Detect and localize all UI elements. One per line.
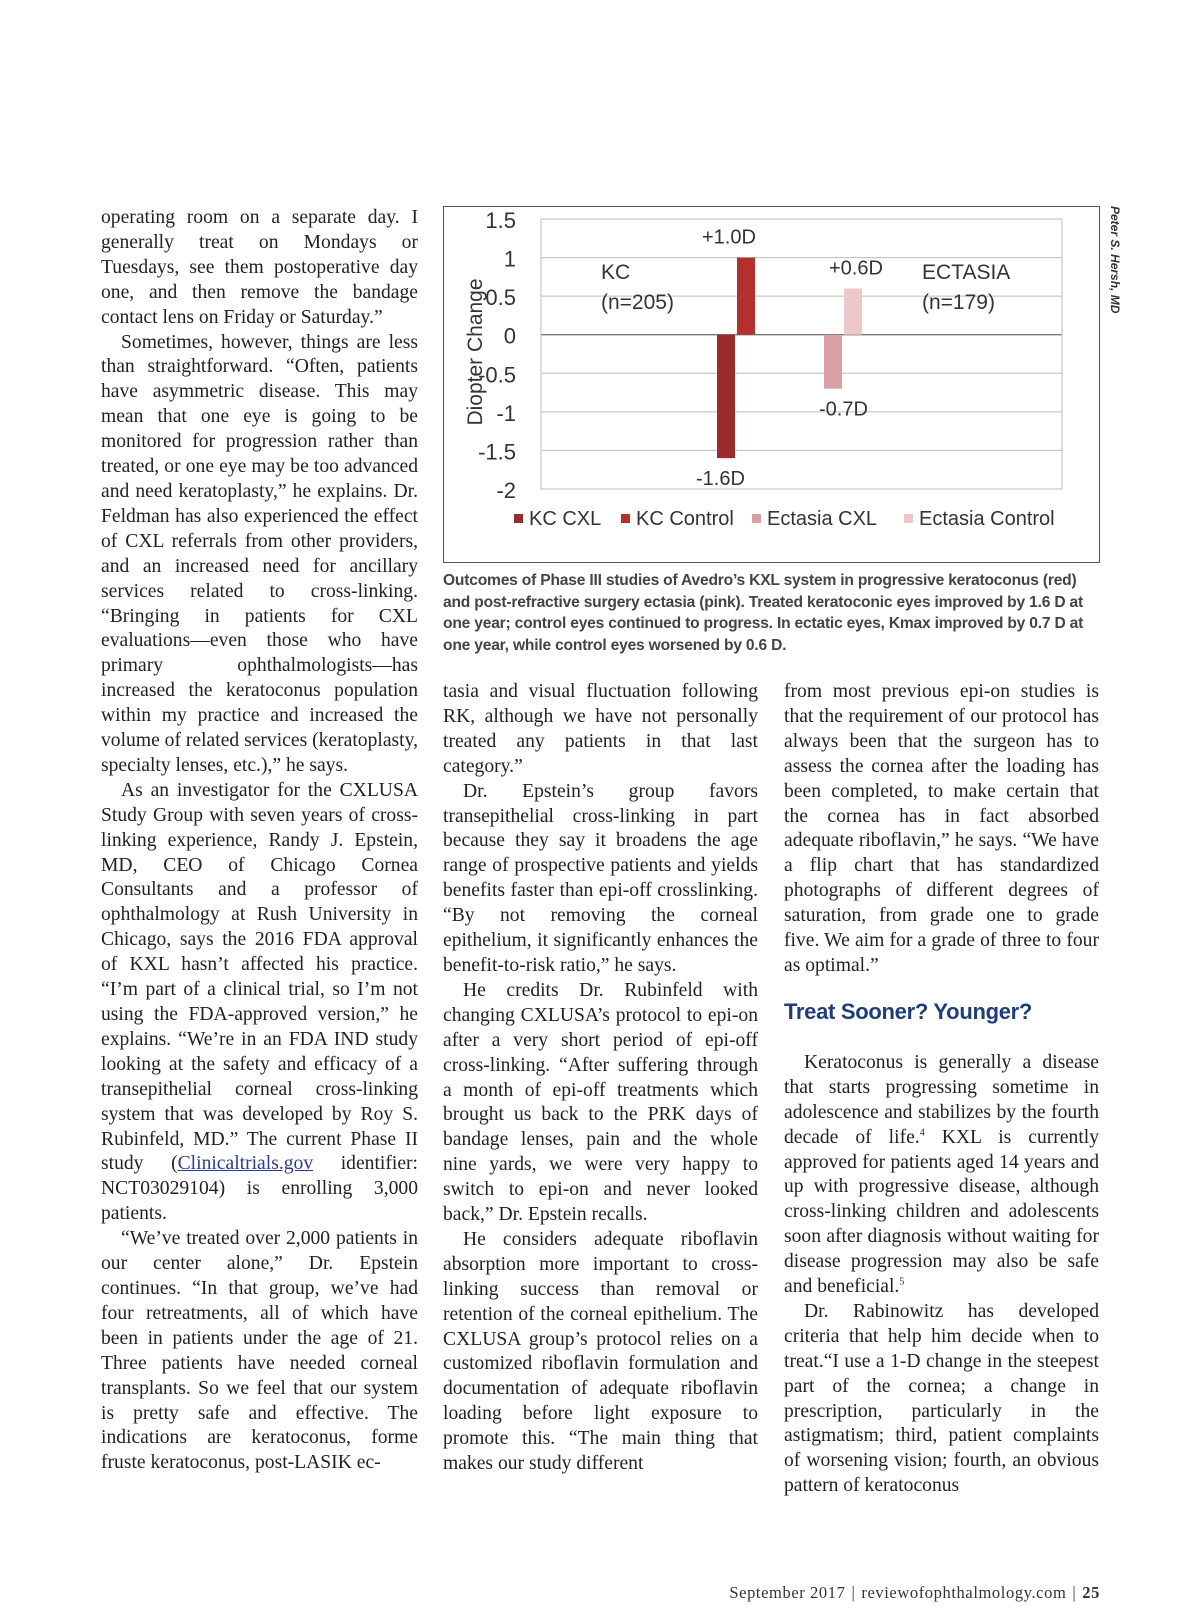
paragraph: tasia and visual fluctuation following RK, although we have not personally treated any patients in that last category.” [443, 681, 758, 777]
paragraph: from most previous epi-on studies is that the requirement of our protocol has always been that the surgeon has to assess the cornea after the loading has been completed, to make certain that the cornea has in fact absorbed adequate riboflavin,” he says. “We have a flip chart that has standardized photographs of different degrees of saturation, from grade one to grade five. We aim for a grade of three to four as optimal.” [784, 681, 1099, 976]
paragraph: He credits Dr. Rubinfeld with changing CXLUSA’s protocol to epi-on after a very short period of epi-off cross-linking. “After suffering through a month of epi-off treatments which brought us back to the PRK days of bandage lenses, pain and the whole nine yards, we were very happy to switch to epi-on and never looked back,” Dr. Epstein recalls. [443, 979, 758, 1226]
section-heading: Treat Sooner? Younger? [784, 998, 1033, 1024]
paragraph: operating room on a separate day. I generally treat on Mondays or Tuesdays, see them postoperative day one, and then remove the bandage contact lens on Friday or Saturday.” [101, 207, 418, 328]
bar-kc-cxl [717, 335, 735, 458]
footer-separator: | [1072, 1583, 1077, 1602]
reference-superscript: 4 [919, 1127, 925, 1139]
legend-label: KC CXL [529, 508, 602, 530]
footer-site[interactable]: reviewofophthalmology.com [861, 1583, 1067, 1602]
y-tick-label: -1.5 [478, 439, 516, 465]
page-number: 25 [1082, 1583, 1100, 1602]
bar-chart [444, 207, 1101, 564]
group-label: ECTASIA [922, 261, 1011, 284]
paragraph-text: identifier: NCT03029104) is enrolling 3,000 patients. [101, 1153, 418, 1225]
legend-swatch [621, 514, 630, 523]
legend-swatch [752, 514, 761, 523]
y-tick-label: -0.5 [478, 362, 516, 388]
reference-superscript: 5 [899, 1276, 905, 1288]
y-tick-label: 0 [503, 323, 516, 349]
article-column-right [784, 680, 1099, 1499]
y-tick-label: -1 [496, 400, 516, 426]
bar-value-label: -1.6D [696, 468, 745, 491]
bar-value-label: +0.6D [829, 257, 883, 280]
footer-date: September 2017 [729, 1583, 846, 1602]
paragraph [784, 1051, 1099, 1300]
paragraph [101, 779, 418, 1227]
article-column-middle [443, 680, 758, 1477]
bar-ectasia-control [844, 288, 862, 334]
paragraph-text: Keratoconus is generally a disease that starts progressing sometime in adolescence and stabilizes by the fourth decade of life. [784, 1051, 1099, 1148]
legend-swatch [904, 514, 913, 523]
paragraph: Dr. Epstein’s group favors transepithelial cross-linking in part because they say it broadens the age range of prospective patients and yields benefits faster than epi-off crosslinking. “By not removing the corneal epithelium, it significantly enhances the benefit-to-risk ratio,” he says. [443, 780, 758, 976]
group-label: KC [601, 261, 631, 284]
footer-separator: | [851, 1583, 856, 1602]
legend-label: Ectasia CXL [767, 508, 878, 530]
y-tick-label: 1.5 [485, 208, 516, 233]
legend-label: KC Control [636, 508, 734, 530]
y-tick-label: -2 [496, 478, 516, 503]
article-column-left [101, 206, 418, 1476]
clinicaltrials-link[interactable]: Clinicaltrials.gov [177, 1153, 314, 1175]
page-footer [600, 1583, 1100, 1603]
bar-ectasia-cxl [824, 335, 842, 389]
bar-value-label: -0.7D [819, 398, 868, 421]
paragraph: He considers adequate riboflavin absorption more important to cross-linking success than removal or retention of the corneal epithelium. The CXLUSA group’s protocol relies on a customized riboflavin formulation and documentation of adequate riboflavin loading before light exposure to promote this. “The main thing that makes our study different [443, 1228, 758, 1475]
paragraph: Dr. Rabinowitz has developed criteria that help him decide when to treat.“I use a 1-D change in the steepest part of the cornea; a change in prescription, particularly in the astigmatism; third, patient complaints of worsening vision; fourth, an obvious pattern of keratoconus [784, 1300, 1099, 1497]
group-sample-size: (n=205) [601, 291, 674, 314]
bar-kc-control [737, 258, 755, 335]
legend-label: Ectasia Control [919, 508, 1055, 530]
y-tick-label: 1 [503, 246, 516, 272]
group-sample-size: (n=179) [922, 291, 995, 314]
figure-caption: Outcomes of Phase III studies of Avedro’s KXL system in progressive keratoconus (red) and post-refractive surgery ectasia (pink). Treated keratoconic eyes improved by 1.6 D at one year; control eyes continued to progress. In ectatic eyes, Kmax improved by 0.7 D at one year, while control eyes worsened by 0.6 D. [443, 572, 1084, 654]
paragraph: “We’ve treated over 2,000 patients in our center alone,” Dr. Epstein continues. “In that group, we’ve had four retreatments, all of which have been in patients under the age of 21. Three patients have needed corneal transplants. So we feel that our system is pretty safe and effective. The indications are keratoconus, forme fruste keratoconus, post-LASIK ec- [101, 1228, 418, 1474]
y-axis-label: Diopter Change [464, 278, 487, 426]
paragraph-text: KXL is currently approved for patients aged 14 years and up with progressive disease, although cross-linking children and adolescents soon after diagnosis without waiting for disease progression may also be safe and beneficial. [784, 1126, 1100, 1298]
bar-value-label: +1.0D [702, 226, 756, 249]
paragraph: Sometimes, however, things are less than straightforward. “Often, patients have asymmetric disease. This may mean that one eye is going to be monitored for progression rather than treated, or one eye may be too advanced and need keratoplasty,” he explains. Dr. Feldman has also experienced the effect of CXL referrals from other providers, and an increased need for ancillary services related to cross-linking. “Bringing in patients for CXL evaluations—even those who have primary ophthalmologists—has increased the keratoconus population within my practice and increased the volume of related services (keratoplasty, specialty lenses, etc.),” he says. [101, 331, 419, 776]
figure-chart [443, 206, 1100, 563]
photo-credit: Peter S. Hersh, MD [1108, 206, 1122, 314]
paragraph-text: As an investigator for the CXLUSA Study Group with seven years of cross-linking experience, Randy J. Epstein, MD, CEO of Chicago Cornea Consultants and a professor of ophthalmology at Rush University in Chicago, says the 2016 FDA approval of KXL hasn’t affected his practice. “I’m part of a clinical trial, so I’m not using the FDA-approved version,” he explains. “We’re in an FDA IND study looking at the safety and efficacy of a transepithelial corneal cross-linking system that was developed by Roy S. Rubinfeld, MD.” The current Phase II study ( [101, 779, 418, 1175]
legend-swatch [514, 514, 523, 523]
y-tick-label: 0.5 [485, 285, 516, 311]
